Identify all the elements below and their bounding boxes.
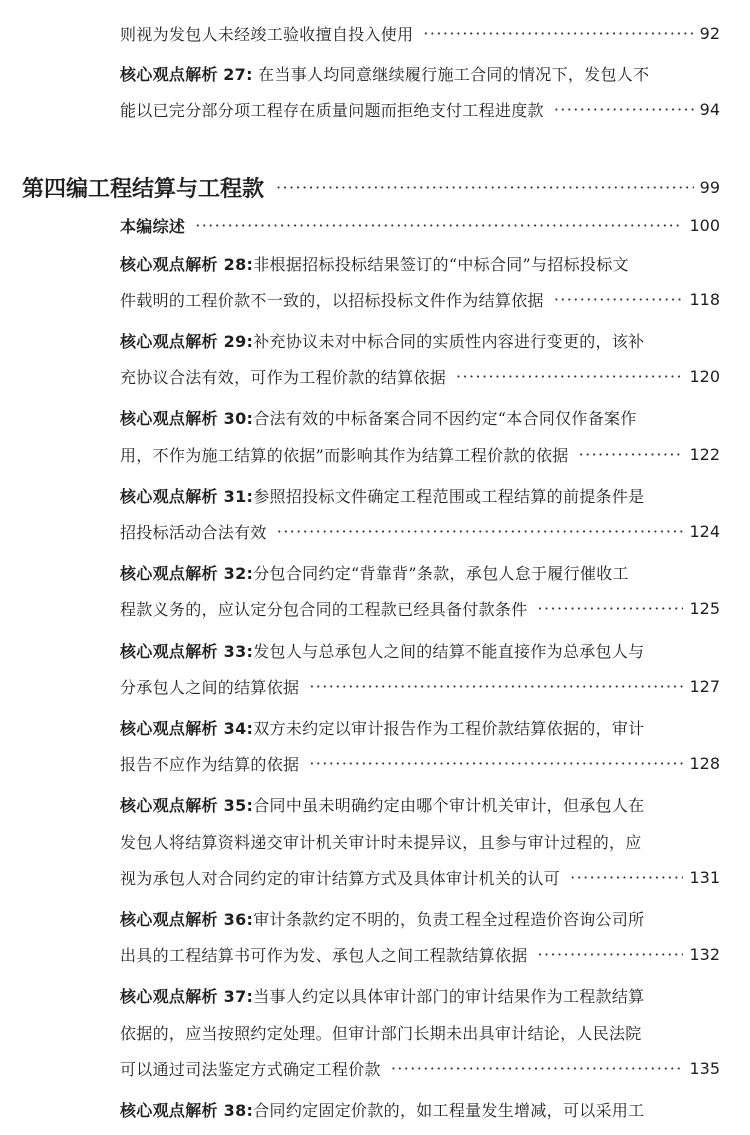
toc-entry-text: 招投标活动合法有效 [120, 522, 267, 542]
entry-number: 32: [217, 564, 254, 584]
entry-label: 核心观点解析 [120, 1100, 218, 1120]
entry-number: 30: [217, 409, 254, 429]
toc-entry-line [120, 403, 720, 433]
entry-number: 29: [217, 331, 254, 351]
page-number: 128 [689, 754, 720, 774]
summary-label: 本编综述 [120, 216, 186, 236]
dot-leader [309, 677, 683, 696]
toc-entry-text: 合法有效的中标备案合同不因约定“本合同仅作备案作 [253, 409, 637, 429]
dot-leader [423, 24, 693, 43]
dot-leader [538, 599, 684, 618]
toc-entry-text: 发包人将结算资料递交审计机关审计时未提异议，且参与审计过程的，应 [120, 832, 642, 852]
toc-entry-text: 分承包人之间的结算依据 [120, 677, 300, 697]
entry-number: 37: [217, 987, 254, 1007]
entry-label: 核心观点解析 [120, 564, 218, 584]
entry-label: 核心观点解析 [120, 796, 218, 816]
toc-entry-text: 在当事人均同意继续履行施工合同的情况下，发包人不 [258, 64, 650, 84]
dot-leader [309, 754, 683, 773]
dot-leader [277, 522, 684, 541]
toc-entry-text: 充协议合法有效，可作为工程价款的结算依据 [120, 368, 447, 388]
toc-summary-line [120, 210, 720, 240]
part-heading [22, 170, 720, 204]
toc-entry-line [120, 1053, 720, 1083]
toc-entry-text: 当事人约定以具体审计部门的审计结果作为工程款结算 [253, 987, 645, 1007]
toc-entry-text: 审计条款约定不明的，负责工程全过程造价咨询公司所 [253, 909, 645, 929]
page-number: 132 [689, 945, 720, 965]
toc-entry-text: 用，不作为施工结算的依据”而影响其作为结算工程价款的依据 [120, 445, 569, 465]
page-number: 125 [689, 599, 720, 619]
toc-entry-line [120, 1094, 720, 1124]
toc-entry-line [120, 362, 720, 392]
page-number: 120 [689, 367, 720, 387]
entry-label: 核心观点解析 [120, 486, 218, 506]
page-number: 92 [699, 23, 720, 43]
entry-label: 核心观点解析 [120, 409, 218, 429]
toc-entry-text: 程款义务的，应认定分包合同的工程款已经具备付款条件 [120, 600, 528, 620]
entry-number: 35: [217, 796, 254, 816]
dot-leader [554, 100, 694, 119]
entry-number: 27: [223, 64, 253, 84]
toc-continuation-line [120, 18, 720, 48]
dot-leader [391, 1059, 684, 1078]
toc-entry-text: 报告不应作为结算的依据 [120, 755, 300, 775]
toc-entry-line [120, 594, 720, 624]
toc-entry-text: 则视为发包人未经竣工验收擅自投入使用 [120, 24, 414, 44]
entry-number: 31: [217, 486, 254, 506]
toc-entry-text: 合同约定固定价款的，如工程量发生增减，可以采用工 [253, 1100, 645, 1120]
entry-label: 核心观点解析 [120, 718, 218, 738]
page-number: 100 [689, 215, 720, 235]
entry-label: 核心观点解析 [120, 64, 218, 84]
toc-entry-text: 分包合同约定“背靠背”条款，承包人怠于履行催收工 [253, 564, 629, 584]
toc-entry-line [120, 439, 720, 469]
toc-entry-text: 可以通过司法鉴定方式确定工程价款 [120, 1059, 381, 1079]
toc-entry-text: 依据的，应当按照约定处理。但审计部门长期未出具审计结论，人民法院 [120, 1023, 642, 1043]
toc-entry-line [120, 325, 720, 355]
entry-number: 38: [217, 1100, 254, 1120]
dot-leader [570, 868, 683, 887]
toc-entry-line [120, 248, 720, 278]
toc-entry-line [120, 749, 720, 779]
toc-entry-text: 能以已完分部分项工程存在质量问题而拒绝支付工程进度款 [120, 100, 544, 120]
entry-label: 核心观点解析 [120, 987, 218, 1007]
page-number: 131 [689, 867, 720, 887]
page-number: 127 [689, 676, 720, 696]
dot-leader [554, 290, 684, 309]
page-number: 94 [699, 99, 720, 119]
entry-label: 核心观点解析 [120, 909, 218, 929]
toc-entry-text: 件载明的工程价款不一致的，以招标投标文件作为结算依据 [120, 290, 544, 310]
toc-entry-line [120, 862, 720, 892]
toc-entry-line [120, 558, 720, 588]
page-number: 124 [689, 521, 720, 541]
dot-leader [456, 367, 683, 386]
page-number: 135 [689, 1058, 720, 1078]
toc-entry-line [120, 480, 720, 510]
part-number: 第四编 [22, 176, 89, 202]
toc-entry-line [120, 635, 720, 665]
page-number: 99 [699, 177, 720, 197]
toc-entry-line [120, 790, 720, 820]
toc-entry-text: 非根据招标投标结果签订的“中标合同”与招标投标文 [253, 254, 629, 274]
toc-entry-line [120, 903, 720, 933]
toc-entry-text: 参照招投标文件确定工程范围或工程结算的前提条件是 [253, 486, 645, 506]
toc-entry-text: 视为承包人对合同约定的审计结算方式及具体审计机关的认可 [120, 868, 561, 888]
entry-label: 核心观点解析 [120, 641, 218, 661]
dot-leader [579, 445, 684, 464]
toc-entry-text: 合同中虽未明确约定由哪个审计机关审计，但承包人在 [253, 796, 645, 816]
dot-leader [276, 178, 694, 197]
toc-entry-text: 出具的工程结算书可作为发、承包人之间工程款结算依据 [120, 946, 528, 966]
entry-number: 34: [217, 718, 254, 738]
toc-entry-line [120, 712, 720, 742]
toc-entry-text: 双方未约定以审计报告作为工程价款结算依据的，审计 [253, 718, 645, 738]
toc-entry-line [120, 826, 720, 856]
dot-leader [538, 945, 684, 964]
entry-number: 36: [217, 909, 254, 929]
toc-entry-line [120, 671, 720, 701]
page-number: 122 [689, 444, 720, 464]
toc-entry-27-line2 [120, 94, 720, 124]
toc-entry-line [120, 516, 720, 546]
entry-number: 28: [217, 254, 254, 274]
toc-entry-line [120, 940, 720, 970]
toc-entry-line [120, 981, 720, 1011]
entry-label: 核心观点解析 [120, 331, 218, 351]
toc-entry-27-line1 [120, 58, 720, 88]
toc-entry-text: 补充协议未对中标合同的实质性内容进行变更的，该补 [253, 331, 645, 351]
toc-entry-text: 发包人与总承包人之间的结算不能直接作为总承包人与 [253, 641, 645, 661]
entry-label: 核心观点解析 [120, 254, 218, 274]
entry-number: 33: [217, 641, 254, 661]
page-number: 118 [689, 289, 720, 309]
toc-entry-line [120, 1017, 720, 1047]
toc-entry-line [120, 284, 720, 314]
dot-leader [195, 216, 683, 235]
part-title: 工程结算与工程款 [88, 176, 265, 202]
